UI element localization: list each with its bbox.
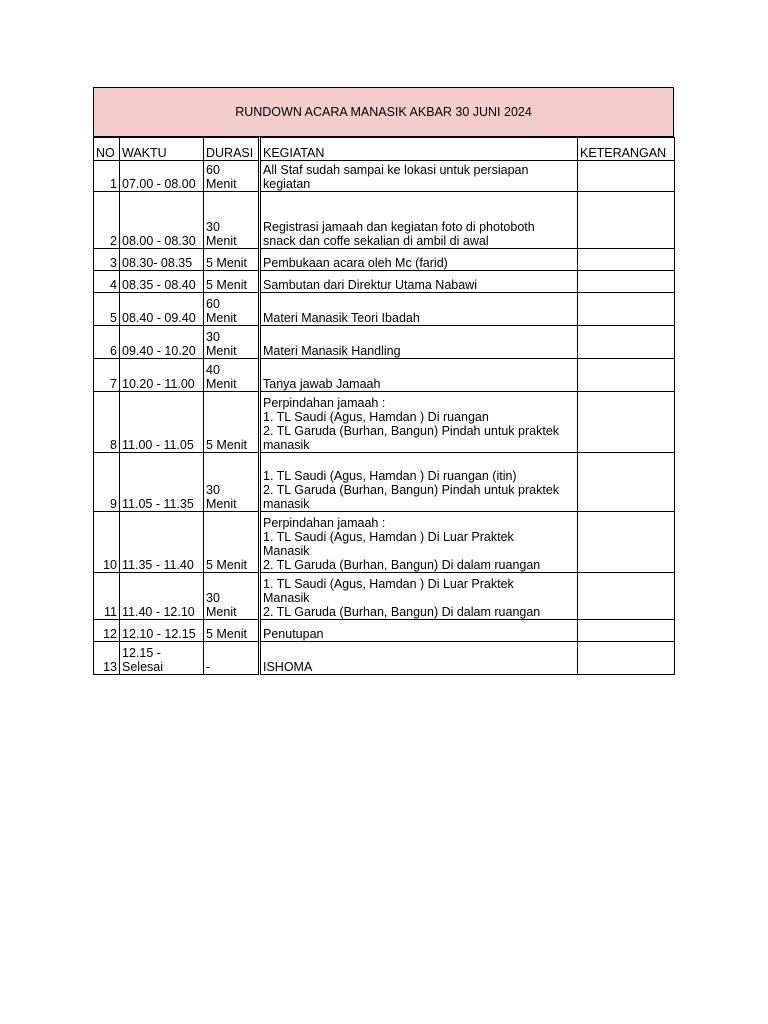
header-kegiatan: KEGIATAN	[260, 138, 578, 161]
kegiatan-cell: All Staf sudah sampai ke lokasi untuk persiapan kegiatan	[260, 161, 578, 192]
waktu-cell: 07.00 - 08.00	[120, 161, 204, 192]
durasi-cell: 5 Menit	[204, 249, 260, 271]
header-durasi: DURASI	[204, 138, 260, 161]
durasi-cell: 40 Menit	[204, 359, 260, 392]
keterangan-cell	[578, 453, 675, 512]
waktu-cell: 09.40 - 10.20	[120, 326, 204, 359]
kegiatan-cell: Registrasi jamaah dan kegiatan foto di photoboth snack dan coffe sekalian di ambil di awal	[260, 192, 578, 249]
no-cell: 7	[94, 359, 120, 392]
no-cell: 2	[94, 192, 120, 249]
waktu-cell: 11.40 - 12.10	[120, 573, 204, 620]
durasi-cell: 5 Menit	[204, 620, 260, 642]
header-waktu: WAKTU	[120, 138, 204, 161]
kegiatan-cell: Penutupan	[260, 620, 578, 642]
kegiatan-cell: ISHOMA	[260, 642, 578, 675]
waktu-cell: 08.00 - 08.30	[120, 192, 204, 249]
keterangan-cell	[578, 192, 675, 249]
waktu-cell: 08.40 - 09.40	[120, 293, 204, 326]
kegiatan-cell: Perpindahan jamaah : 1. TL Saudi (Agus, Hamdan ) Di Luar Praktek Manasik 2. TL Garuda (Burhan, Bangun) Di dalam ruangan	[260, 512, 578, 573]
keterangan-cell	[578, 359, 675, 392]
no-cell: 4	[94, 271, 120, 293]
document-title-band	[93, 87, 674, 137]
no-cell: 6	[94, 326, 120, 359]
keterangan-cell	[578, 620, 675, 642]
no-cell: 8	[94, 392, 120, 453]
durasi-cell: 30 Menit	[204, 326, 260, 359]
table-row	[94, 293, 675, 326]
waktu-cell: 11.05 - 11.35	[120, 453, 204, 512]
kegiatan-cell: 1. TL Saudi (Agus, Hamdan ) Di Luar Praktek Manasik 2. TL Garuda (Burhan, Bangun) Di dalam ruangan	[260, 573, 578, 620]
durasi-cell: 5 Menit	[204, 392, 260, 453]
durasi-cell: -	[204, 642, 260, 675]
durasi-cell: 30 Menit	[204, 453, 260, 512]
keterangan-cell	[578, 271, 675, 293]
header-keterangan: KETERANGAN	[578, 138, 675, 161]
kegiatan-cell: 1. TL Saudi (Agus, Hamdan ) Di ruangan (itin) 2. TL Garuda (Burhan, Bangun) Pindah untuk praktek manasik	[260, 453, 578, 512]
table-row	[94, 620, 675, 642]
kegiatan-cell: Sambutan dari Direktur Utama Nabawi	[260, 271, 578, 293]
durasi-cell: 60 Menit	[204, 293, 260, 326]
no-cell: 13	[94, 642, 120, 675]
no-cell: 1	[94, 161, 120, 192]
keterangan-cell	[578, 392, 675, 453]
kegiatan-cell: Tanya jawab Jamaah	[260, 359, 578, 392]
table-row	[94, 453, 675, 512]
no-cell: 5	[94, 293, 120, 326]
table-row	[94, 192, 675, 249]
kegiatan-cell: Perpindahan jamaah : 1. TL Saudi (Agus, Hamdan ) Di ruangan 2. TL Garuda (Burhan, Bangun) Pindah untuk praktek manasik	[260, 392, 578, 453]
no-cell: 12	[94, 620, 120, 642]
no-cell: 10	[94, 512, 120, 573]
no-cell: 9	[94, 453, 120, 512]
waktu-cell: 12.15 - Selesai	[120, 642, 204, 675]
durasi-cell: 5 Menit	[204, 512, 260, 573]
durasi-cell: 30 Menit	[204, 192, 260, 249]
no-cell: 11	[94, 573, 120, 620]
keterangan-cell	[578, 249, 675, 271]
waktu-cell: 08.35 - 08.40	[120, 271, 204, 293]
keterangan-cell	[578, 161, 675, 192]
table-row	[94, 512, 675, 573]
table-row	[94, 573, 675, 620]
durasi-cell: 30 Menit	[204, 573, 260, 620]
table-row	[94, 161, 675, 192]
table-row	[94, 359, 675, 392]
table-header-row	[94, 138, 675, 161]
table-row	[94, 271, 675, 293]
keterangan-cell	[578, 326, 675, 359]
kegiatan-cell: Materi Manasik Teori Ibadah	[260, 293, 578, 326]
table-row	[94, 326, 675, 359]
keterangan-cell	[578, 512, 675, 573]
keterangan-cell	[578, 293, 675, 326]
waktu-cell: 11.35 - 11.40	[120, 512, 204, 573]
waktu-cell: 12.10 - 12.15	[120, 620, 204, 642]
rundown-sheet	[93, 87, 674, 675]
keterangan-cell	[578, 642, 675, 675]
kegiatan-cell: Materi Manasik Handling	[260, 326, 578, 359]
waktu-cell: 08.30- 08.35	[120, 249, 204, 271]
durasi-cell: 60 Menit	[204, 161, 260, 192]
document-title: RUNDOWN ACARA MANASIK AKBAR 30 JUNI 2024	[235, 105, 532, 119]
keterangan-cell	[578, 573, 675, 620]
table-row	[94, 642, 675, 675]
table-row	[94, 249, 675, 271]
kegiatan-cell: Pembukaan acara oleh Mc (farid)	[260, 249, 578, 271]
table-row	[94, 392, 675, 453]
durasi-cell: 5 Menit	[204, 271, 260, 293]
waktu-cell: 11.00 - 11.05	[120, 392, 204, 453]
no-cell: 3	[94, 249, 120, 271]
rundown-table	[93, 137, 675, 675]
waktu-cell: 10.20 - 11.00	[120, 359, 204, 392]
header-no: NO	[94, 138, 120, 161]
